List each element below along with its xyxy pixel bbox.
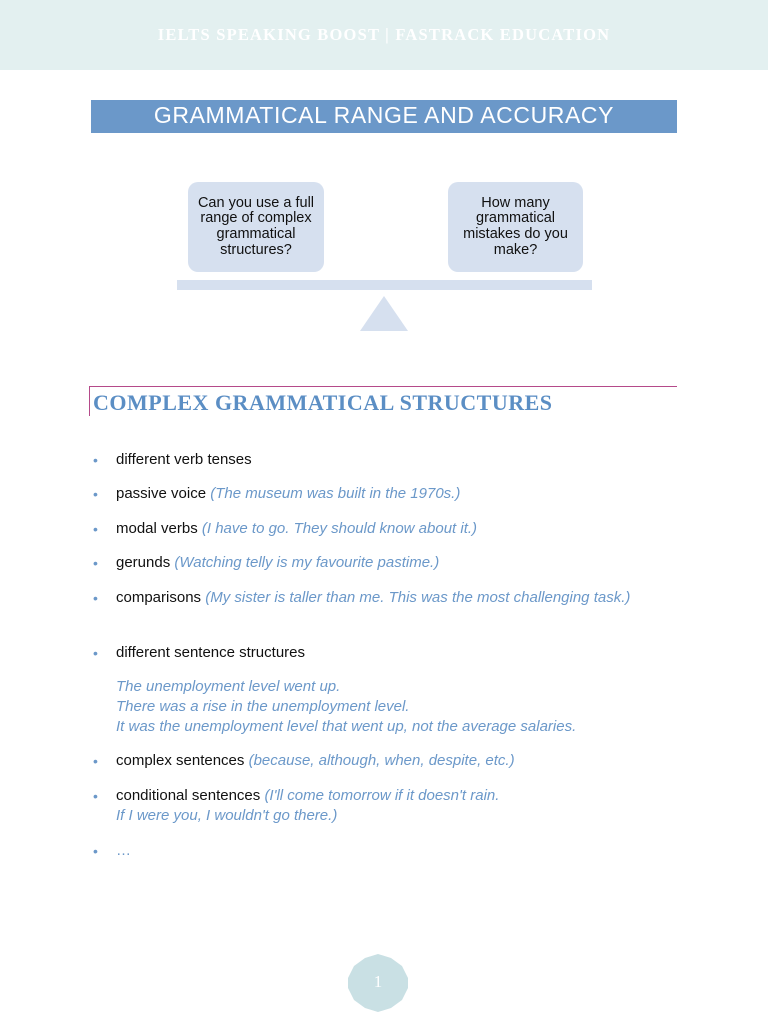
item-label: different verb tenses — [116, 451, 252, 468]
item-example: (Watching telly is my favourite pastime.) — [174, 554, 440, 571]
example-line: There was a rise in the unemployment level. — [116, 698, 410, 715]
bullet-icon: • — [93, 555, 98, 571]
list-item — [93, 519, 661, 539]
right-question-text: How many grammatical mistakes do you make? — [463, 194, 568, 258]
item-label: … — [116, 842, 131, 859]
balance-beam — [177, 280, 592, 290]
list-item — [93, 553, 661, 573]
section-rule-top — [89, 386, 677, 387]
example-line: The unemployment level went up. — [116, 678, 341, 695]
item-label: gerunds — [116, 554, 171, 571]
item-example: (because, although, when, despite, etc.) — [248, 752, 515, 769]
balance-fulcrum-icon — [360, 296, 408, 331]
right-question-box — [448, 182, 583, 272]
left-question-box — [188, 182, 324, 272]
bullet-icon: • — [93, 486, 98, 502]
item-example: (I have to go. They should know about it.) — [201, 520, 478, 537]
item-example: (My sister is taller than me. This was the most challenging task.) — [205, 589, 631, 606]
section-heading: COMPLEX GRAMMATICAL STRUCTURES — [93, 390, 553, 415]
bullet-icon: • — [93, 788, 98, 804]
list-item — [93, 841, 661, 861]
item-example: (The museum was built in the 1970s.) — [210, 485, 461, 502]
item-label: complex sentences — [116, 752, 245, 769]
bullet-icon: • — [93, 645, 98, 661]
list-item — [93, 786, 661, 826]
item-label: passive voice — [116, 485, 207, 502]
bullet-icon: • — [93, 753, 98, 769]
item-example: (I'll come tomorrow if it doesn't rain. — [264, 787, 500, 804]
bullet-icon: • — [93, 843, 98, 859]
item-example-continued: If I were you, I wouldn't go there.) — [116, 807, 338, 824]
item-label: modal verbs — [116, 520, 198, 537]
list-item — [93, 484, 661, 504]
item-label: different sentence structures — [116, 644, 305, 661]
page-title: GRAMMATICAL RANGE AND ACCURACY — [91, 100, 677, 133]
sentence-structure-examples — [116, 677, 676, 737]
bullet-icon: • — [93, 590, 98, 606]
section-rule-left — [89, 386, 90, 416]
list-item — [93, 751, 661, 771]
bullet-icon: • — [93, 521, 98, 537]
page-number: 1 — [373, 972, 383, 991]
bullet-icon: • — [93, 452, 98, 468]
item-label: conditional sentences — [116, 787, 261, 804]
left-question-text: Can you use a full range of complex grammatical structures? — [197, 194, 315, 258]
list-item — [93, 643, 661, 663]
example-line: It was the unemployment level that went up, not the average salaries. — [116, 718, 577, 735]
list-item — [93, 450, 661, 470]
header-text: IELTS SPEAKING BOOST | FASTRACK EDUCATION — [157, 25, 611, 44]
item-label: comparisons — [116, 589, 202, 606]
page-header — [0, 0, 768, 70]
list-item — [93, 588, 661, 608]
